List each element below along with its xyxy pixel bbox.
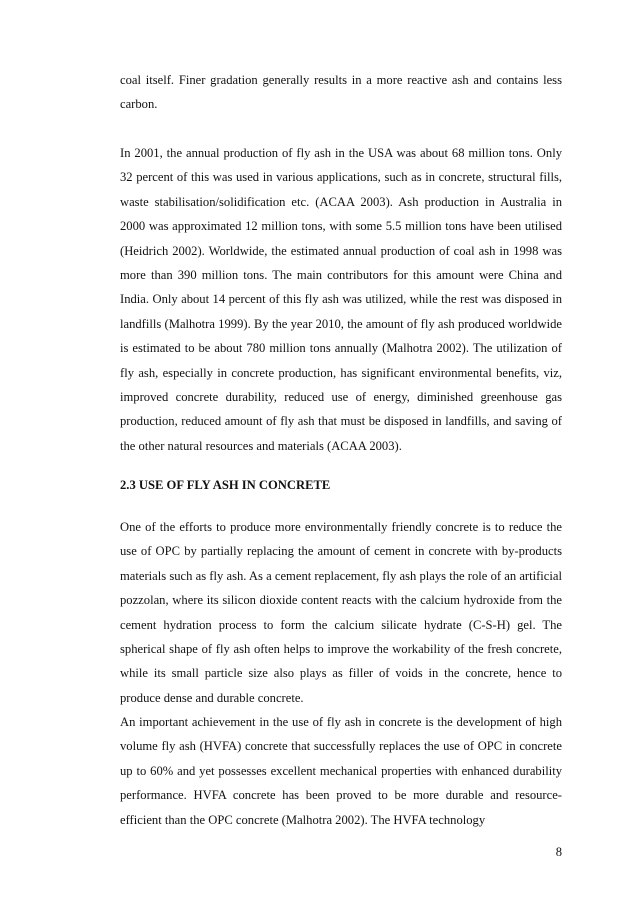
paragraph-hvfa-concrete: An important achievement in the use of fly ash in concrete is the development of high volume fly ash (HVFA) concrete that successfully replaces the use of OPC in concrete up to 60% and yet possesses excellent mechanical properties with enhanced durability performance. HVFA concrete has been proved to be more durable and resource-efficient than the OPC concrete (Malhotra 2002). The HVFA technology <box>120 715 562 827</box>
page-number: 8 <box>555 845 562 859</box>
section-heading: 2.3 USE OF FLY ASH IN CONCRETE <box>120 478 331 492</box>
paragraph-fly-ash-production: In 2001, the annual production of fly ash in the USA was about 68 million tons. Only 32 percent of this was used in various applications, such as in concrete, structural fills, waste stabilisation/solidification etc. (ACAA 2003). Ash production in Australia in 2000 was approximated 12 million tons, with some 5.5 million tons have been utilised (Heidrich 2002). Worldwide, the estimated annual production of coal ash in 1998 was more than 390 million tons. The main contributors for this amount were China and India. Only about 14 percent of this fly ash was utilized, while the rest was disposed in landfills (Malhotra 1999). By the year 2010, the amount of fly ash produced worldwide is estimated to be about 780 million tons annually (Malhotra 2002). The utilization of fly ash, especially in concrete production, has significant environmental benefits, viz, improved concrete durability, reduced use of energy, diminished greenhouse gas production, reduced amount of fly ash that must be disposed in landfills, and saving of the other natural resources and materials (ACAA 2003). <box>120 146 562 453</box>
paragraph-coal-gradation: coal itself. Finer gradation generally results in a more reactive ash and contains less carbon. <box>120 73 562 112</box>
paragraph-cement-replacement: One of the efforts to produce more environmentally friendly concrete is to reduce the use of OPC by partially replacing the amount of cement in concrete with by-products materials such as fly ash. As a cement replacement, fly ash plays the role of an artificial pozzolan, where its silicon dioxide content reacts with the calcium hydroxide from the cement hydration process to form the calcium silicate hydrate (C-S-H) gel. The spherical shape of fly ash often helps to improve the workability of the fresh concrete, while its small particle size also plays as filler of voids in the concrete, hence to produce dense and durable concrete. <box>120 520 562 705</box>
